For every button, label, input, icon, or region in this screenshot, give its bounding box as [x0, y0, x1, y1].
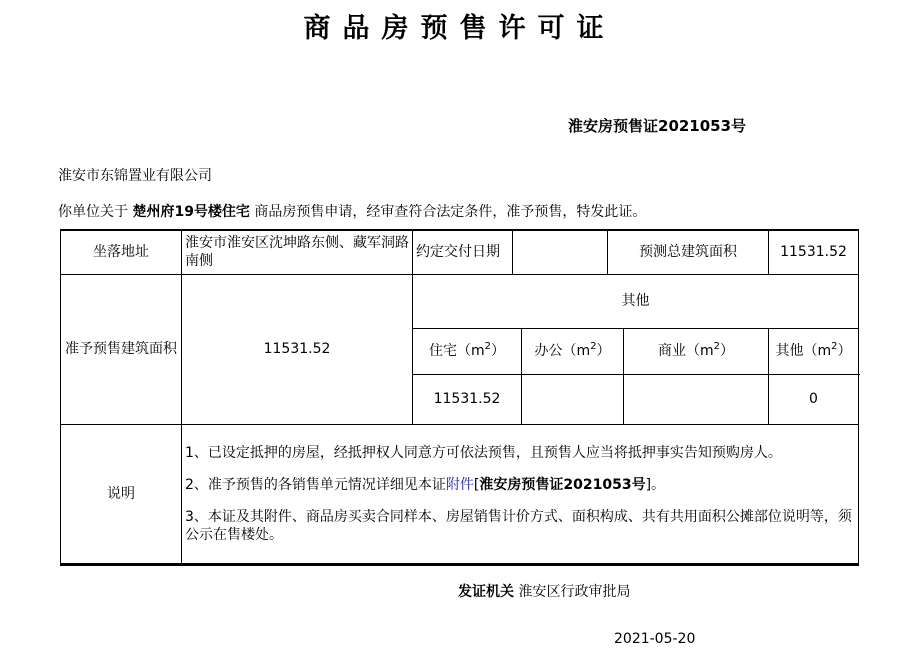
notes-label: 说明: [61, 424, 182, 564]
presale-area-value: 11531.52: [182, 274, 413, 424]
office-value: [522, 374, 624, 424]
commercial-value: [624, 374, 769, 424]
residential-col-header: 住宅$(m^2)$: [413, 328, 522, 374]
notes-content: [182, 424, 859, 564]
delivery-date-value: [513, 230, 608, 274]
attachment-link[interactable]: 附件: [445, 476, 474, 493]
note-1: 1、已设定抵押的房屋，经抵押权人同意方可依法预售，且预售人应当将抵押事实告知预购房人。: [185, 444, 782, 461]
residential-value: 11531.52: [413, 374, 522, 424]
project-name: 楚州府19号楼住宅: [132, 204, 250, 220]
location-label: 坐落地址: [61, 230, 182, 274]
issuer-value: 淮安区行政审批局: [518, 584, 631, 600]
other-col-header: 其他$(m^2)$: [769, 328, 859, 374]
note-3: 3、本证及其附件、商品房买卖合同样本、房屋销售计价方式、面积构成、共有共用面积公摊部位说明等，须公示在售楼处。: [185, 508, 852, 543]
company-name: 淮安市东锦置业有限公司: [58, 168, 212, 184]
certificate-number: 淮安房预售证2021053号: [568, 117, 747, 135]
commercial-col-header: 商业$(m^2)$: [624, 328, 769, 374]
intro-prefix: 你单位关于: [58, 204, 128, 220]
location-value: 淮安市淮安区沈坤路东侧、藏军洞路南侧: [182, 230, 413, 274]
permit-table: [60, 229, 859, 566]
page-title: 商品房预售许可证: [303, 13, 616, 44]
issue-date: 2021-05-20: [614, 631, 696, 647]
intro-suffix: 商品房预售申请，经审查符合法定条件，准予预售，特发此证。: [254, 204, 647, 220]
delivery-date-label: 约定交付日期: [413, 230, 513, 274]
issuer: [458, 581, 630, 601]
forecast-area-value: 11531.52: [769, 230, 859, 274]
note-cert-number: 淮安房预售证2021053号: [479, 476, 646, 493]
intro-statement: [58, 201, 646, 221]
presale-area-label: 准予预售建筑面积: [61, 274, 182, 424]
other-header: 其他: [413, 274, 859, 328]
office-col-header: 办公$(m^2)$: [522, 328, 624, 374]
issuer-label: 发证机关: [458, 584, 514, 600]
note-2: 2、准予预售的各销售单元情况详细见本证附件[淮安房预售证2021053号]。: [185, 476, 666, 493]
forecast-area-label: 预测总建筑面积: [608, 230, 769, 274]
other-value: 0: [769, 374, 859, 424]
